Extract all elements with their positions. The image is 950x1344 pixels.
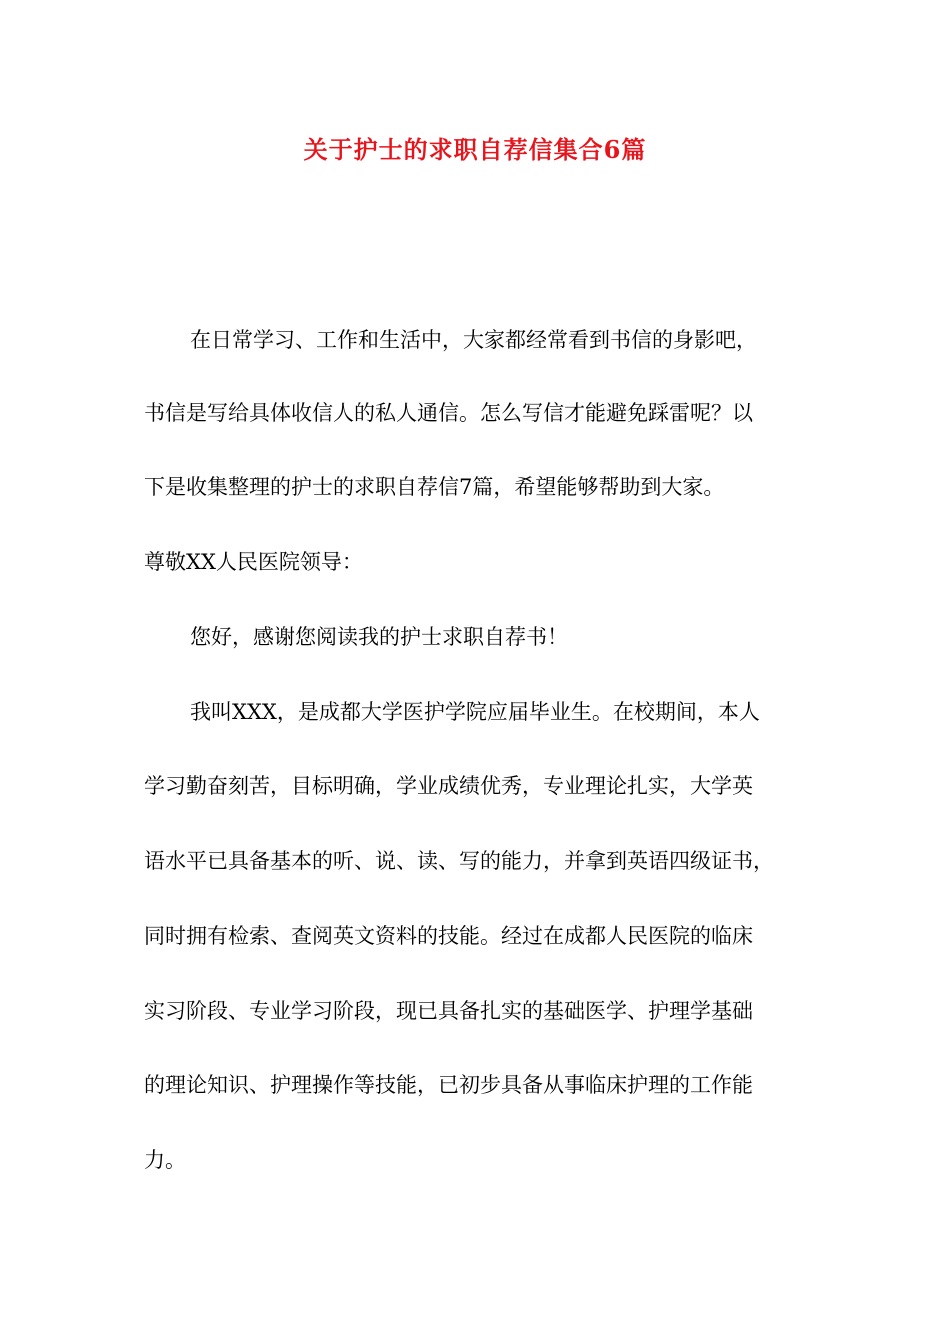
paragraph-line: 我叫XXX，是成都大学医护学院应届毕业生。在校期间，本人 <box>190 700 760 724</box>
paragraph-line: 力。 <box>144 1148 186 1172</box>
document-title: 关于护士的求职自荐信集合6篇 <box>303 135 647 164</box>
paragraph-line: 书信是写给具体收信人的私人通信。怎么写信才能避免踩雷呢？以 <box>144 401 753 425</box>
paragraph-line: 同时拥有检索、查阅英文资料的技能。经过在成都人民医院的临床 <box>144 924 753 948</box>
paragraph-line: 实习阶段、专业学习阶段，现已具备扎实的基础医学、护理学基础 <box>144 999 753 1023</box>
salutation-line: 尊敬XX人民医院领导： <box>144 550 363 574</box>
paragraph-line: 您好，感谢您阅读我的护士求职自荐书！ <box>190 625 568 649</box>
paragraph-line: 语水平已具备基本的听、说、读、写的能力，并拿到英语四级证书， <box>144 849 774 873</box>
paragraph-line: 学习勤奋刻苦，目标明确，学业成绩优秀，专业理论扎实，大学英 <box>144 774 753 798</box>
paragraph-line: 的理论知识、护理操作等技能，已初步具备从事临床护理的工作能 <box>144 1073 753 1097</box>
paragraph-line: 下是收集整理的护士的求职自荐信7篇，希望能够帮助到大家。 <box>144 475 725 499</box>
paragraph-line: 在日常学习、工作和生活中，大家都经常看到书信的身影吧， <box>190 328 757 352</box>
